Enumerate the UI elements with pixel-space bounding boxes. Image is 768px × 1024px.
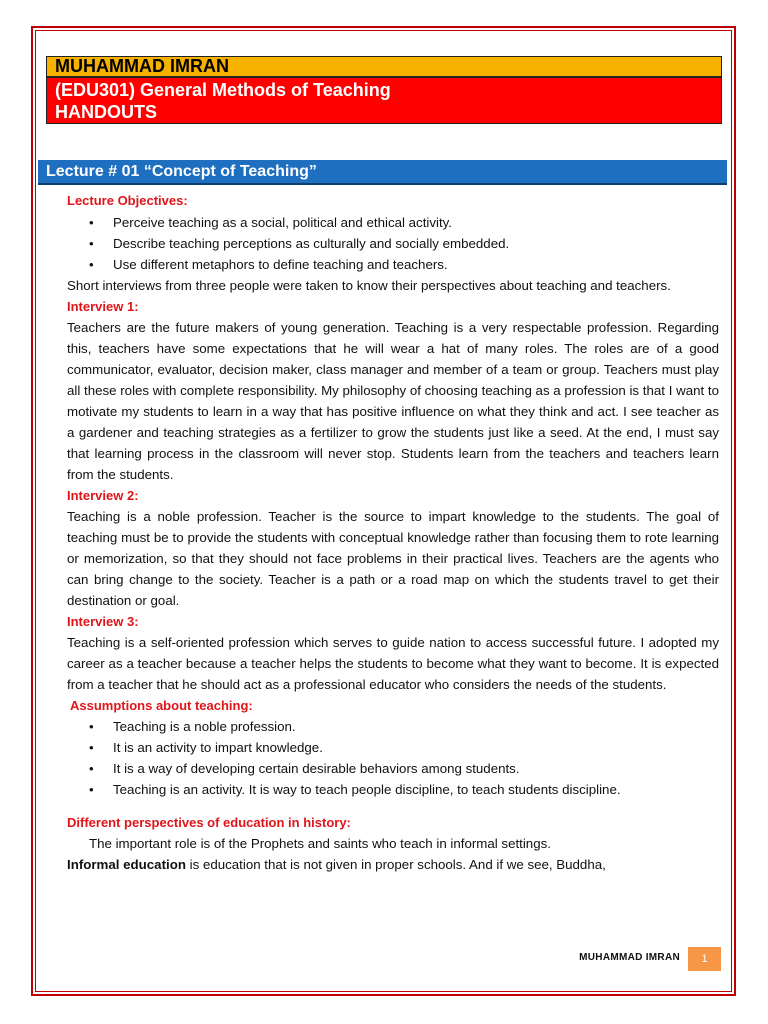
assumptions-list	[67, 716, 719, 800]
interview-1-text: Teachers are the future makers of young generation. Teaching is a very respectable profession. Regarding this, teachers have some expectations that he will wear a hat of many roles. The roles are of a good communicator, evaluator, decision maker, class manager and member of a team or group. Teachers must play all these roles with complete responsibility. My philosophy of choosing teaching as a profession is that I want to motivate my students to learn in a way that has positive influence on what they think and act. I see teacher as a gardener and teaching strategies as a fertilizer to grow the students just like a seed. At the end, I must say that learning process in the classroom will never stop. Students learn from the teachers and teachers learn from the students.	[67, 320, 719, 482]
list-item: • Use different metaphors to define teaching and teachers.	[67, 254, 719, 275]
interview-1-heading: Interview 1:	[67, 299, 139, 314]
list-item: • It is an activity to impart knowledge.	[67, 737, 719, 758]
page-number: 1	[688, 947, 721, 971]
objectives-heading: Lecture Objectives:	[67, 193, 188, 208]
perspectives-line-2	[67, 854, 719, 875]
intro-paragraph: Short interviews from three people were taken to know their perspectives about teaching and teachers.	[67, 278, 671, 293]
list-item: • Perceive teaching as a social, political and ethical activity.	[67, 212, 719, 233]
interview-2-text: Teaching is a noble profession. Teacher is the source to impart knowledge to the students. The goal of teaching must be to provide the students with conceptual knowledge rather than focusing them to rote learning or memorization, so that they should not face problems in their practical lives. Teachers are the agents who can bring change to the society. Teacher is a path or a road map on which the students travel to get their destination or goal.	[67, 509, 719, 608]
author-header: MUHAMMAD IMRAN	[46, 56, 722, 77]
objectives-list	[67, 212, 719, 275]
list-item: • Teaching is a noble profession.	[67, 716, 719, 737]
list-item: • Describe teaching perceptions as culturally and socially embedded.	[67, 233, 719, 254]
handouts-label: HANDOUTS	[55, 102, 157, 122]
list-item: • It is a way of developing certain desirable behaviors among students.	[67, 758, 719, 779]
course-title: (EDU301) General Methods of Teaching	[55, 80, 391, 100]
perspectives-line-1: The important role is of the Prophets and saints who teach in informal settings.	[89, 836, 551, 851]
perspectives-line-2-rest: is education that is not given in proper schools. And if we see, Buddha,	[185, 857, 606, 872]
assumptions-heading: Assumptions about teaching:	[70, 698, 253, 713]
document-body	[67, 188, 719, 875]
list-item: • Teaching is an activity. It is way to teach people discipline, to teach students discipline.	[67, 779, 719, 800]
interview-3-text: Teaching is a self-oriented profession which serves to guide nation to access successful future. I adopted my career as a teacher because a teacher helps the students to become what they want to become. It is expected from a teacher that he should act as a professional educator who considers the needs of the students.	[67, 635, 719, 692]
course-header	[46, 77, 722, 124]
interview-2-heading: Interview 2:	[67, 488, 139, 503]
interview-3-heading: Interview 3:	[67, 614, 139, 629]
informal-education-term: Informal education	[67, 857, 186, 872]
perspectives-heading: Different perspectives of education in history:	[67, 815, 351, 830]
footer-author: MUHAMMAD IMRAN	[579, 952, 680, 963]
lecture-title: Lecture # 01 “Concept of Teaching”	[38, 160, 727, 185]
